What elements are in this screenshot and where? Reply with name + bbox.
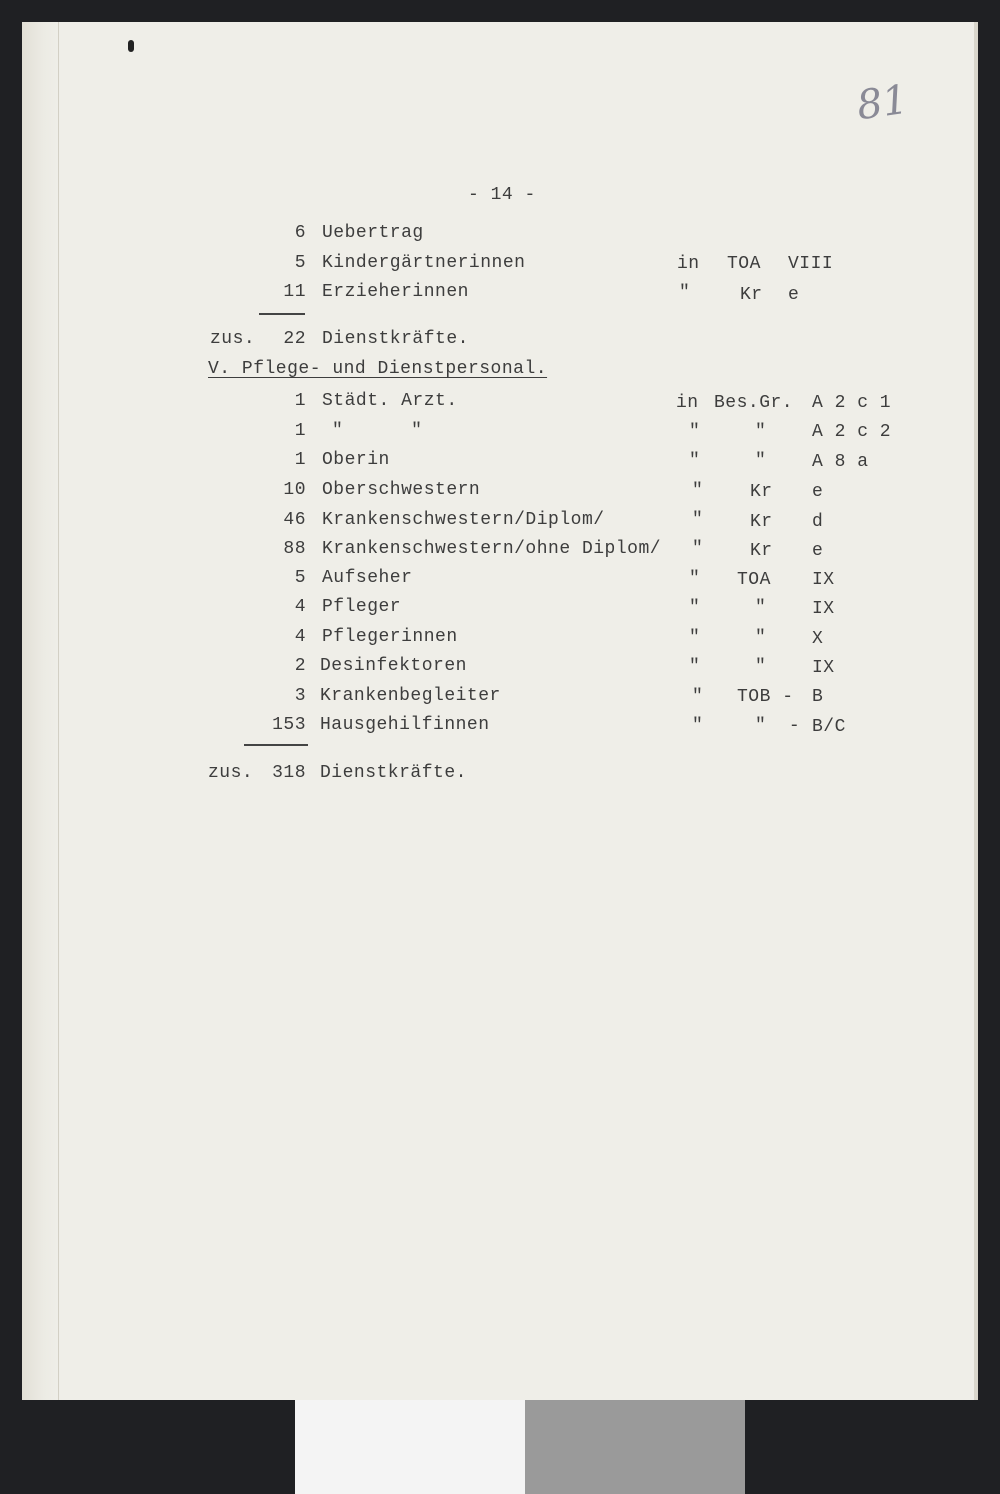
prep-cell: in — [676, 393, 699, 413]
prep-cell: " — [689, 598, 701, 618]
pay-group-cell: " - — [755, 716, 801, 736]
count-cell: 2 — [294, 656, 306, 676]
handwritten-folio-number: 81 — [854, 76, 911, 130]
prep-cell: " — [692, 687, 704, 707]
prep-cell: " — [689, 422, 701, 442]
pay-group-cell: Kr — [750, 482, 773, 502]
grade-cell: B — [812, 687, 824, 707]
count-cell: 4 — [294, 627, 306, 647]
count-cell: 1 — [294, 421, 306, 441]
pay-group-cell: " — [755, 598, 767, 618]
section-heading: V. Pflege- und Dienstpersonal. — [208, 359, 548, 379]
binding-margin — [22, 22, 59, 1400]
pay-group-cell: TOA — [727, 254, 761, 274]
pay-group-cell: " — [755, 451, 767, 471]
prep-cell: " — [692, 481, 704, 501]
count-cell: 1 — [294, 450, 306, 470]
subtotal-rule — [259, 313, 305, 315]
grade-cell: A 2 c 2 — [812, 422, 892, 442]
grade-cell: A 8 a — [812, 452, 869, 472]
grade-cell: IX — [812, 570, 835, 590]
pay-group-cell: Kr — [750, 512, 773, 532]
position-label: Krankenschwestern/Diplom/ — [322, 510, 605, 530]
pay-group-cell: " — [755, 657, 767, 677]
prep-cell: " — [689, 451, 701, 471]
grade-cell: B/C — [812, 717, 846, 737]
prep-cell: in — [677, 254, 700, 274]
total-prefix: zus. — [208, 763, 254, 783]
document-page — [22, 22, 978, 1400]
prep-cell: " — [679, 283, 691, 303]
count-cell: 10 — [283, 480, 306, 500]
count-cell: 153 — [272, 715, 306, 735]
pay-group-cell: TOB - — [737, 687, 794, 707]
position-label: Kindergärtnerinnen — [322, 253, 526, 273]
count-cell: 3 — [294, 686, 306, 706]
grade-cell: e — [788, 285, 800, 305]
count-cell: 5 — [294, 568, 306, 588]
prep-cell: " — [692, 716, 704, 736]
subtotal-prefix: zus. — [210, 329, 256, 349]
subtotal-label: Dienstkräfte. — [322, 329, 469, 349]
count-cell: 88 — [283, 539, 306, 559]
pay-group-cell: Bes.Gr. — [714, 393, 794, 413]
grade-cell: X — [812, 629, 824, 649]
position-label: Erzieherinnen — [322, 282, 469, 302]
punch-hole-mark — [128, 40, 134, 52]
prep-cell: " — [692, 539, 704, 559]
grade-cell: IX — [812, 658, 835, 678]
count-cell: 4 — [294, 597, 306, 617]
position-label: Aufseher — [322, 568, 413, 588]
grade-cell: IX — [812, 599, 835, 619]
total-count: 318 — [272, 763, 306, 783]
position-label: Städt. Arzt. — [322, 391, 458, 411]
calibration-patch-gray — [525, 1400, 745, 1494]
total-rule — [244, 744, 308, 746]
grade-cell: e — [812, 482, 824, 502]
count-cell: 11 — [283, 282, 306, 302]
grade-cell: VIII — [788, 254, 834, 274]
position-label: Oberin — [322, 450, 390, 470]
position-label: Krankenbegleiter — [320, 686, 501, 706]
page-number: - 14 - — [468, 185, 536, 205]
position-label: Oberschwestern — [322, 480, 481, 500]
position-label: Hausgehilfinnen — [320, 715, 490, 735]
count-cell: 6 — [294, 223, 306, 243]
position-label: Pflegerinnen — [322, 627, 458, 647]
count-cell: 46 — [283, 510, 306, 530]
pay-group-cell: " — [755, 422, 767, 442]
grade-cell: d — [812, 512, 824, 532]
count-cell: 5 — [294, 253, 306, 273]
pay-group-cell: Kr — [740, 285, 763, 305]
position-label: Desinfektoren — [320, 656, 467, 676]
subtotal-count: 22 — [283, 329, 306, 349]
calibration-patch-white — [295, 1400, 525, 1494]
total-label: Dienstkräfte. — [320, 763, 467, 783]
pay-group-cell: " — [755, 628, 767, 648]
grade-cell: A 2 c 1 — [812, 393, 892, 413]
position-label: Krankenschwestern/ohne Diplom/ — [322, 539, 662, 559]
position-label: Pfleger — [322, 597, 402, 617]
prep-cell: " — [692, 510, 704, 530]
pay-group-cell: Kr — [750, 541, 773, 561]
calibration-patch-black — [745, 1400, 1000, 1494]
prep-cell: " — [689, 657, 701, 677]
prep-cell: " — [689, 569, 701, 589]
prep-cell: " — [689, 628, 701, 648]
pay-group-cell: TOA — [737, 570, 771, 590]
position-label: " " — [332, 421, 423, 441]
position-label: Uebertrag — [322, 223, 424, 243]
grade-cell: e — [812, 541, 824, 561]
count-cell: 1 — [294, 391, 306, 411]
